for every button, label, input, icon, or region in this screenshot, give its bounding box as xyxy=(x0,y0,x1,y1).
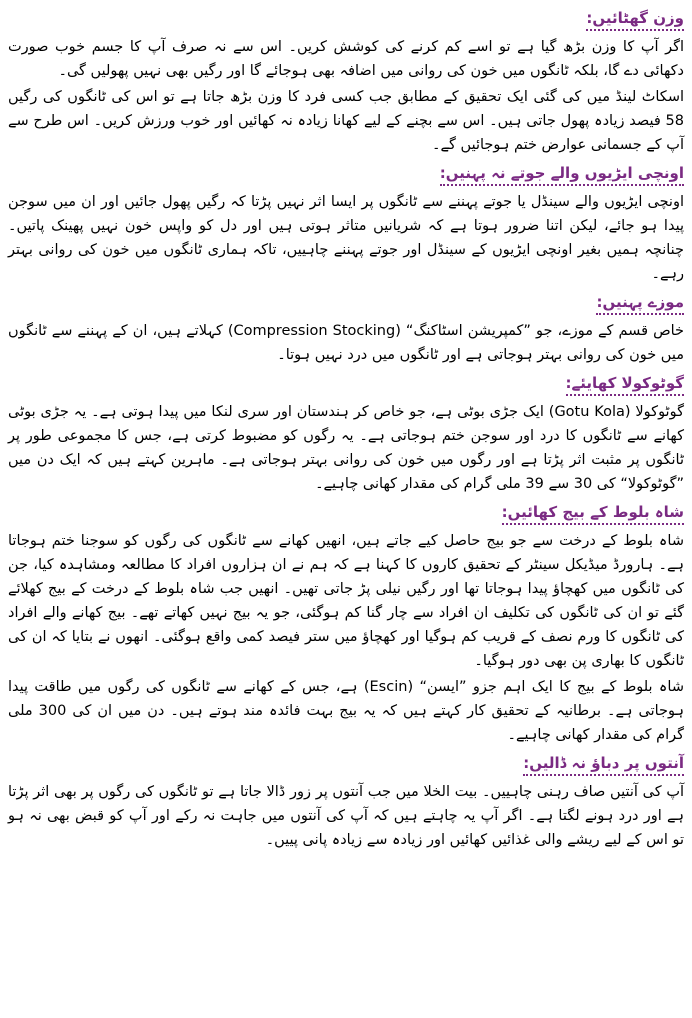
paragraph: آپ کی آنتیں صاف رہنی چاہییں۔ بیت الخلا میں جب آنتوں پر زور ڈالا جاتا ہے تو ٹانگوں کی رگوں پر بھی اثر پڑتا ہے اور درد ہونے لگتا ہے۔ اگر آپ یہ چاہتے ہیں کہ آپ کی آنتوں میں جاہت نہ رکے اور آپ کو قبض بھی نہ ہو تو اس کے لیے ریشے والی غذائیں کھائیں اور زیادہ سے زیادہ پانی پییں۔ xyxy=(8,784,684,848)
paragraph: اسکاٹ لینڈ میں کی گئی ایک تحقیق کے مطابق جب کسی فرد کا وزن بڑھ جاتا ہے تو اس کی ٹانگوں کی رگیں 58 فیصد زیادہ پھول جاتی ہیں۔ اس سے بچنے کے لیے کھانا زیادہ نہ کھائیں اور خوب ورزش کریں۔ اس طرح سے آپ کے جسمانی عوارض ختم ہوجائیں گے۔ xyxy=(8,89,684,153)
paragraph: اگر آپ کا وزن بڑھ گیا ہے تو اسے کم کرنے کی کوشش کریں۔ اس سے نہ صرف آپ کا جسم خوب صورت دکھائی دے گا، بلکہ ٹانگوں میں خون کی روانی میں اضافہ بھی ہوجائے گا اور رگیں بھی نہیں پھولیں گی۔ xyxy=(8,39,684,79)
section-heading: آنتوں پر دباؤ نہ ڈالیں: xyxy=(523,753,684,776)
paragraph: خاص قسم کے موزے، جو ”کمپریشن اسٹاکنگ“ (Compression Stocking) کہلاتے ہیں، ان کے پہننے سے ٹانگوں میں خون کی روانی بہتر ہوجاتی ہے اور ٹانگوں میں درد نہیں ہوتا۔ xyxy=(8,323,685,363)
paragraph: شاہ بلوط کے بیج کا ایک اہم جزو ”ایسن“ (Escin) ہے، جس کے کھانے سے ٹانگوں کی رگوں میں طاقت پیدا ہوجاتی ہے۔ برطانیہ کے تحقیق کار کہتے ہیں کہ یہ بیج بہت فائدہ مند ہوتے ہیں۔ دن میں ان کی 300 ملی گرام کی مقدار کھانی چاہیے۔ xyxy=(8,679,685,743)
section-high-heels xyxy=(8,161,684,286)
section-heading: وزن گھٹائیں: xyxy=(586,8,684,31)
section-heading: موزے پہنیں: xyxy=(596,292,684,315)
section-bowel-pressure xyxy=(8,751,684,852)
section-heading: شاہ بلوط کے بیج کھائیں: xyxy=(502,502,684,525)
paragraph: اونچی ایڑیوں والے سینڈل یا جوتے پہننے سے ٹانگوں پر ایسا اثر نہیں پڑتا کہ رگیں پھول جائیں اور ان میں سوجن پیدا ہو جائے، لیکن اتنا ضرور ہوتا ہے کہ شریانیں متاثر ہوتی ہیں اور دل کو واپس خون نہیں پھینک پاتیں۔ چنانچہ ہمیں بغیر اونچی ایڑیوں کے سینڈل اور جوتے پہننے چاہییں، تاکہ ہماری ٹانگوں میں خون کی روانی بہتر رہے۔ xyxy=(8,194,684,282)
section-weight-loss xyxy=(8,6,684,157)
paragraph: گوٹوکولا (Gotu Kola) ایک جڑی بوٹی ہے، جو خاص کر ہندستان اور سری لنکا میں پیدا ہوتی ہے۔ یہ جڑی بوٹی کھانے سے ٹانگوں کا درد اور سوجن ختم ہوجاتی ہے۔ یہ رگوں کو مضبوط کرتی ہے، جس کا مجموعی طور پر ٹانگوں پر مثبت اثر پڑتا ہے اور رگوں میں خون کی روانی بہتر ہوجاتی ہے۔ ماہرین کہتے ہیں کہ ایک دن میں ”گوٹوکولا“ کی 30 سے 39 ملی گرام کی مقدار کھانی چاہیے۔ xyxy=(8,404,684,492)
section-chestnut-seeds xyxy=(8,500,684,747)
section-socks xyxy=(8,290,684,367)
section-heading: اونچی ایڑیوں والے جوتے نہ پہنیں: xyxy=(440,163,684,186)
section-heading: گوٹوکولا کھایئے: xyxy=(566,373,684,396)
paragraph: شاہ بلوط کے درخت سے جو بیج حاصل کیے جاتے ہیں، انھیں کھانے سے ٹانگوں کی رگوں کو سوجنا ختم ہوجاتا ہے۔ ہارورڈ میڈیکل سینٹر کے تحقیق کاروں کا کہنا ہے کہ ہم نے ان ہزاروں افراد کا مطالعہ ومشاہدہ کیا، جن کی ٹانگوں میں کھچاؤ پیدا ہوجاتا تھا اور رگیں نیلی پڑ جاتی تھیں۔ انھیں جب شاہ بلوط کے درخت کے بیج کھلائے گئے تو ان کی ٹانگوں کی تکلیف ان افراد سے چار گنا کم ہوگئی، جو یہ بیج نہیں کھاتے تھے۔ بیج کھانے والے افراد کی ٹانگوں کا ورم نصف کے قریب کم ہوگیا اور کھچاؤ میں ستر فیصد کمی واقع ہوگئی۔ انھوں نے بتایا کہ ان کی ٹانگوں کا بھاری پن بھی دور ہوگیا۔ xyxy=(8,533,684,669)
section-gotu-kola xyxy=(8,371,684,496)
